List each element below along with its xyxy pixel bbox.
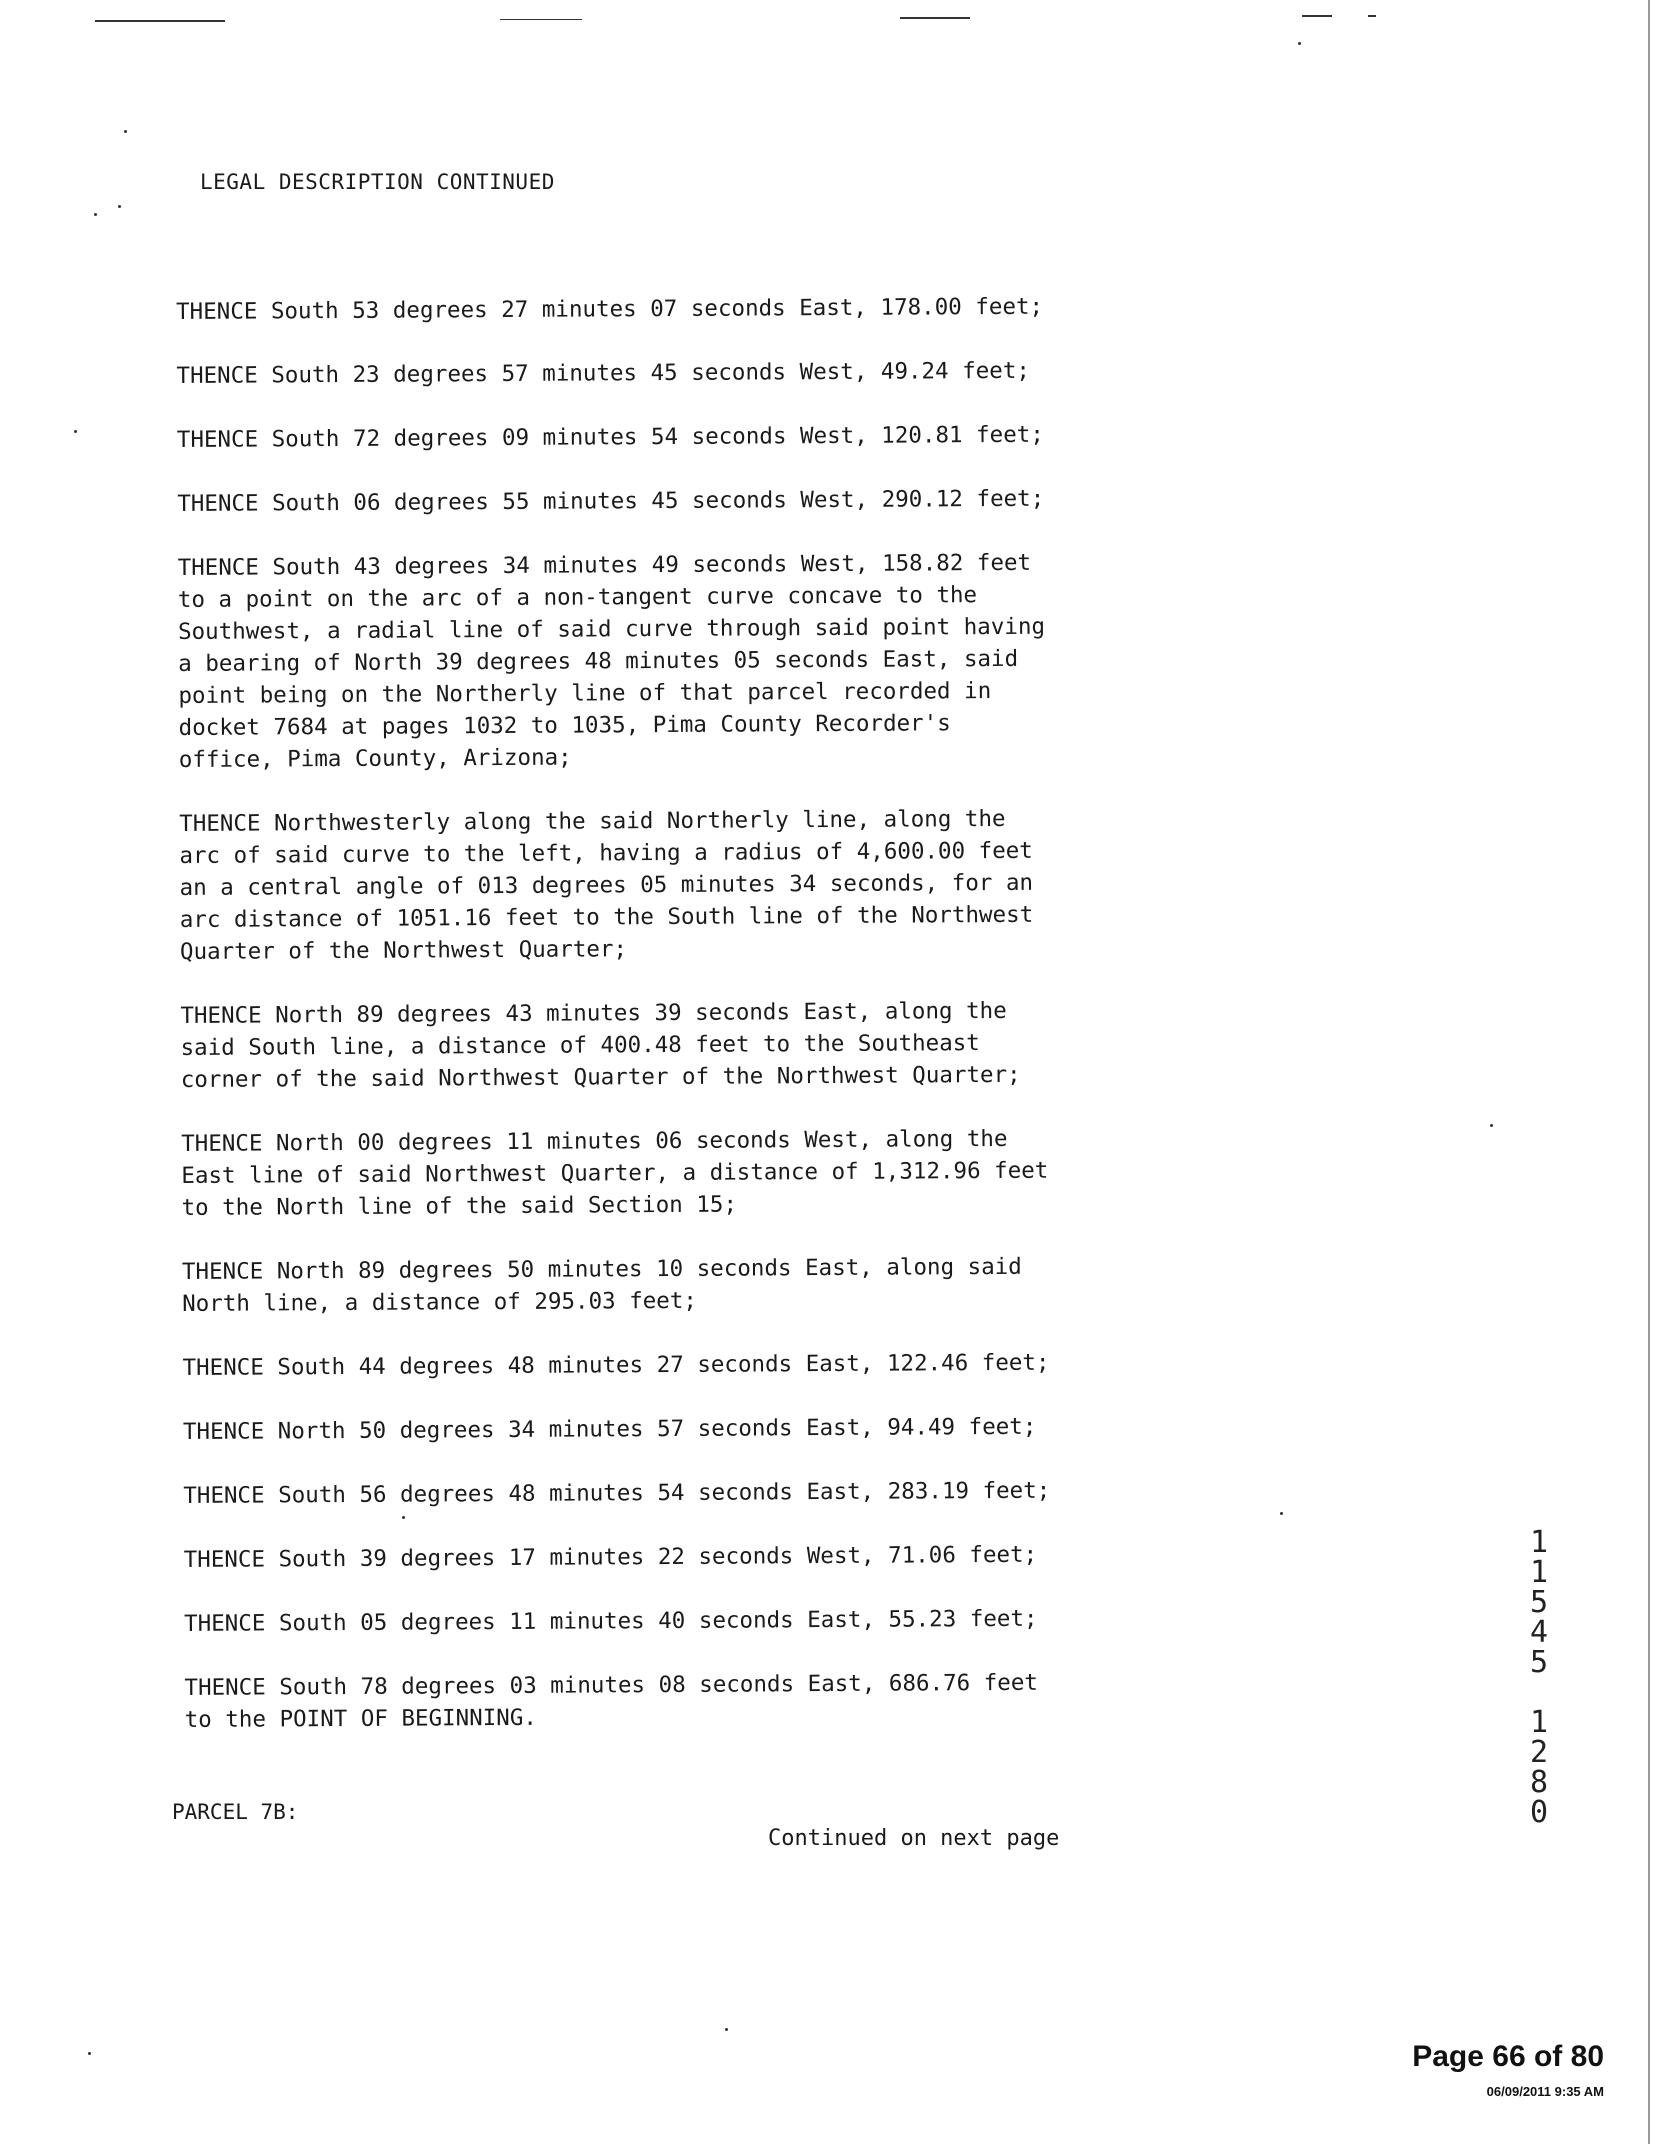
- top-rule: [1368, 15, 1376, 17]
- legal-description-paragraph: THENCE South 72 degrees 09 minutes 54 seconds West, 120.81 feet;: [176, 421, 1044, 453]
- scan-speck: [118, 205, 121, 208]
- scan-speck: [88, 2052, 91, 2055]
- scan-speck: [124, 130, 127, 133]
- top-rule: [500, 19, 582, 20]
- docket-number: 1 1 5 4 5 1 2 8 0: [1529, 1525, 1549, 1830]
- legal-description-paragraph: THENCE South 23 degrees 57 minutes 45 seconds West, 49.24 feet;: [176, 357, 1030, 389]
- scan-speck: [94, 213, 97, 216]
- legal-description-paragraph: THENCE North 50 degrees 34 minutes 57 seconds East, 94.49 feet;: [182, 1413, 1037, 1445]
- legal-description-paragraph: THENCE South 39 degrees 17 minutes 22 seconds West, 71.06 feet;: [183, 1541, 1038, 1573]
- document-title: LEGAL DESCRIPTION CONTINUED: [200, 170, 555, 194]
- continued-note: Continued on next page: [768, 1826, 1060, 1851]
- scan-speck: [74, 430, 77, 433]
- legal-description-paragraph: THENCE South 44 degrees 48 minutes 27 seconds East, 122.46 feet;: [182, 1349, 1050, 1381]
- legal-description-paragraph: THENCE South 43 degrees 34 minutes 49 seconds West, 158.82 feet to a point on the arc of a non-tangent curve concave to the Southwest, a radial line of said curve through said point having a bearing of North 39 degrees 48 minutes 05 seconds East, said point being on the Northerly line of that parcel recorded in docket 7684 at pages 1032 to 1035, Pima County Recorder's office, Pima County, Arizona;: [177, 549, 1046, 773]
- top-rule: [95, 20, 225, 22]
- legal-description-paragraph: THENCE North 89 degrees 43 minutes 39 seconds East, along the said South line, a distance of 400.48 feet to the Southeast corner of the said Northwest Quarter of the Northwest Quarter;: [180, 997, 1021, 1093]
- legal-description-paragraph: THENCE Northwesterly along the said Northerly line, along the arc of said curve to the left, having a radius of 4,600.00 feet an a central angle of 013 degrees 05 minutes 34 seconds, for an arc distance of 1051.16 feet to the South line of the Northwest Quarter of the Northwest Quarter;: [179, 805, 1034, 965]
- scan-speck: [1280, 1512, 1283, 1515]
- page-edge: [1648, 0, 1650, 2144]
- scan-speck: [1298, 42, 1301, 45]
- page-timestamp: 06/09/2011 9:35 AM: [1486, 2084, 1604, 2099]
- scan-speck: [1490, 1124, 1493, 1127]
- scan-speck: [725, 2028, 728, 2031]
- legal-description-paragraph: THENCE South 06 degrees 55 minutes 45 seconds West, 290.12 feet;: [177, 485, 1045, 517]
- top-rule: [1302, 15, 1332, 17]
- legal-description-paragraph: THENCE South 05 degrees 11 minutes 40 seconds East, 55.23 feet;: [184, 1605, 1038, 1637]
- parcel-label: PARCEL 7B:: [172, 1800, 299, 1824]
- legal-description-paragraph: THENCE North 00 degrees 11 minutes 06 seconds West, along the East line of said Northwest Quarter, a distance of 1,312.96 feet to the North line of the said Section 15;: [181, 1125, 1049, 1221]
- legal-description-paragraph: THENCE North 89 degrees 50 minutes 10 seconds East, along said North line, a distance of 295.03 feet;: [181, 1253, 1022, 1317]
- legal-description-body: [176, 290, 1245, 1768]
- legal-description-paragraph: THENCE South 56 degrees 48 minutes 54 seconds East, 283.19 feet;: [183, 1477, 1051, 1509]
- top-rule: [900, 17, 970, 19]
- legal-description-paragraph: THENCE South 78 degrees 03 minutes 08 seconds East, 686.76 feet to the POINT OF BEGINNING.: [184, 1669, 1038, 1733]
- legal-description-paragraph: THENCE South 53 degrees 27 minutes 07 seconds East, 178.00 feet;: [176, 293, 1044, 325]
- page-number: Page 66 of 80: [1412, 2040, 1604, 2073]
